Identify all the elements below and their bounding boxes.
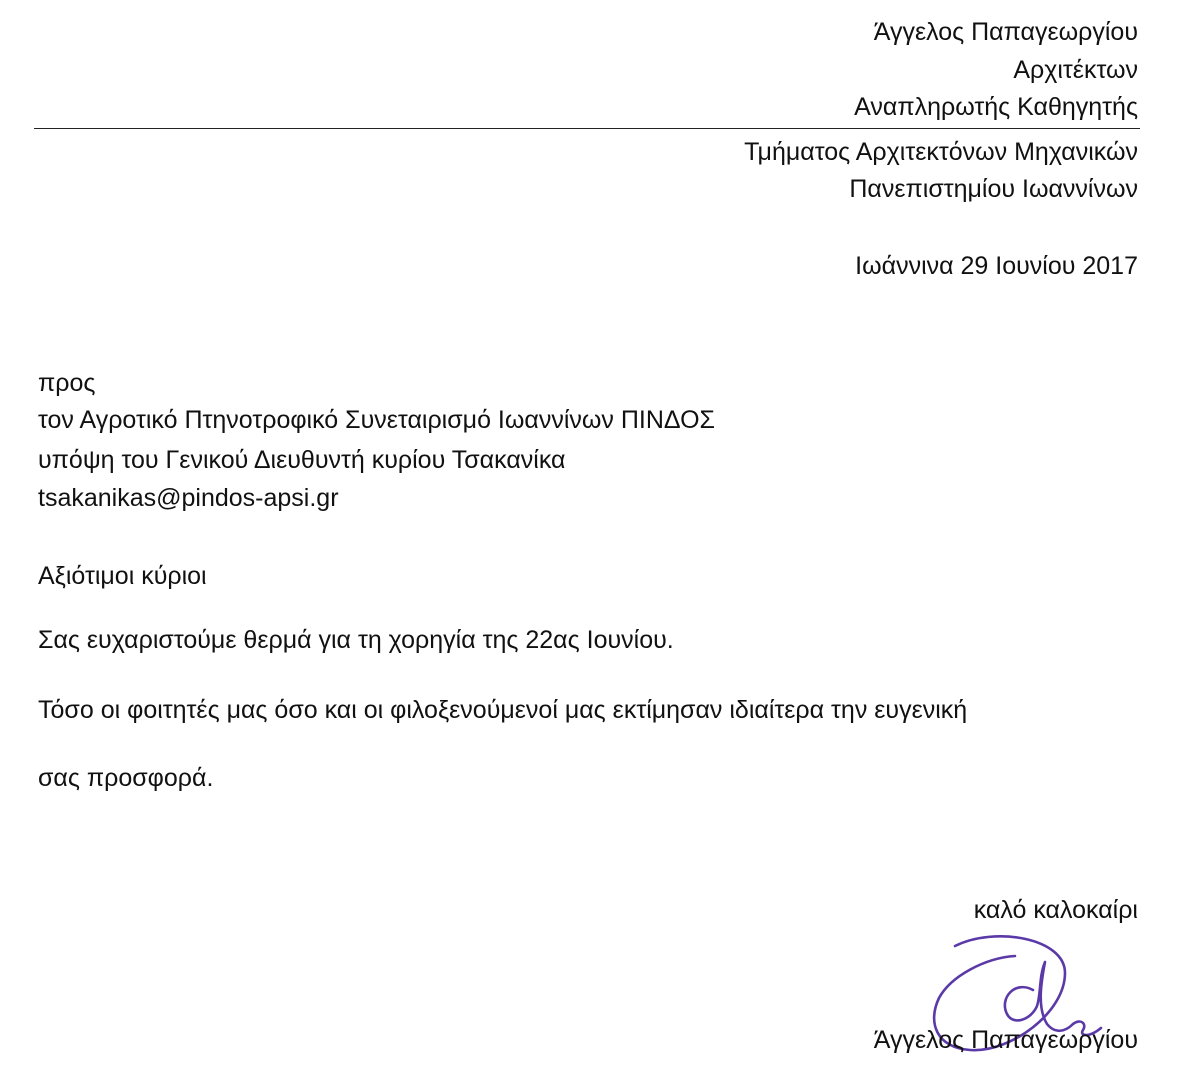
body-paragraph-2-line-2: σας προσφορά.: [38, 764, 214, 792]
sender-title-line2: Αναπληρωτής Καθηγητής: [854, 93, 1138, 121]
letter-date: Ιωάννινα 29 Ιουνίου 2017: [855, 252, 1138, 280]
salutation: Αξιότιμοι κύριοι: [38, 562, 207, 590]
sender-university: Πανεπιστημίου Ιωαννίνων: [849, 175, 1138, 203]
header-divider: [34, 128, 1140, 129]
recipient-organization: τον Αγροτικό Πτηνοτροφικό Συνεταιρισμό Ιωαννίνων ΠΙΝΔΟΣ: [38, 406, 715, 434]
sender-title-line1: Αρχιτέκτων: [1013, 56, 1138, 84]
closing-greeting: καλό καλοκαίρι: [973, 896, 1138, 924]
body-paragraph-2-line-1: Τόσο οι φοιτητές μας όσο και οι φιλοξενούμενοί μας εκτίμησαν ιδιαίτερα την ευγενική: [38, 696, 968, 724]
sender-name: Άγγελος Παπαγεωργίου: [873, 18, 1138, 46]
recipient-to: προς: [38, 369, 96, 397]
body-paragraph-1: Σας ευχαριστούμε θερμά για τη χορηγία της 22ας Ιουνίου.: [38, 626, 674, 654]
recipient-email: tsakanikas@pindos-apsi.gr: [38, 484, 339, 512]
closing-signature-name: Άγγελος Παπαγεωργίου: [873, 1026, 1138, 1054]
recipient-attention: υπόψη του Γενικού Διευθυντή κυρίου Τσακανίκα: [38, 446, 566, 474]
sender-department: Τμήματος Αρχιτεκτόνων Μηχανικών: [744, 138, 1138, 166]
